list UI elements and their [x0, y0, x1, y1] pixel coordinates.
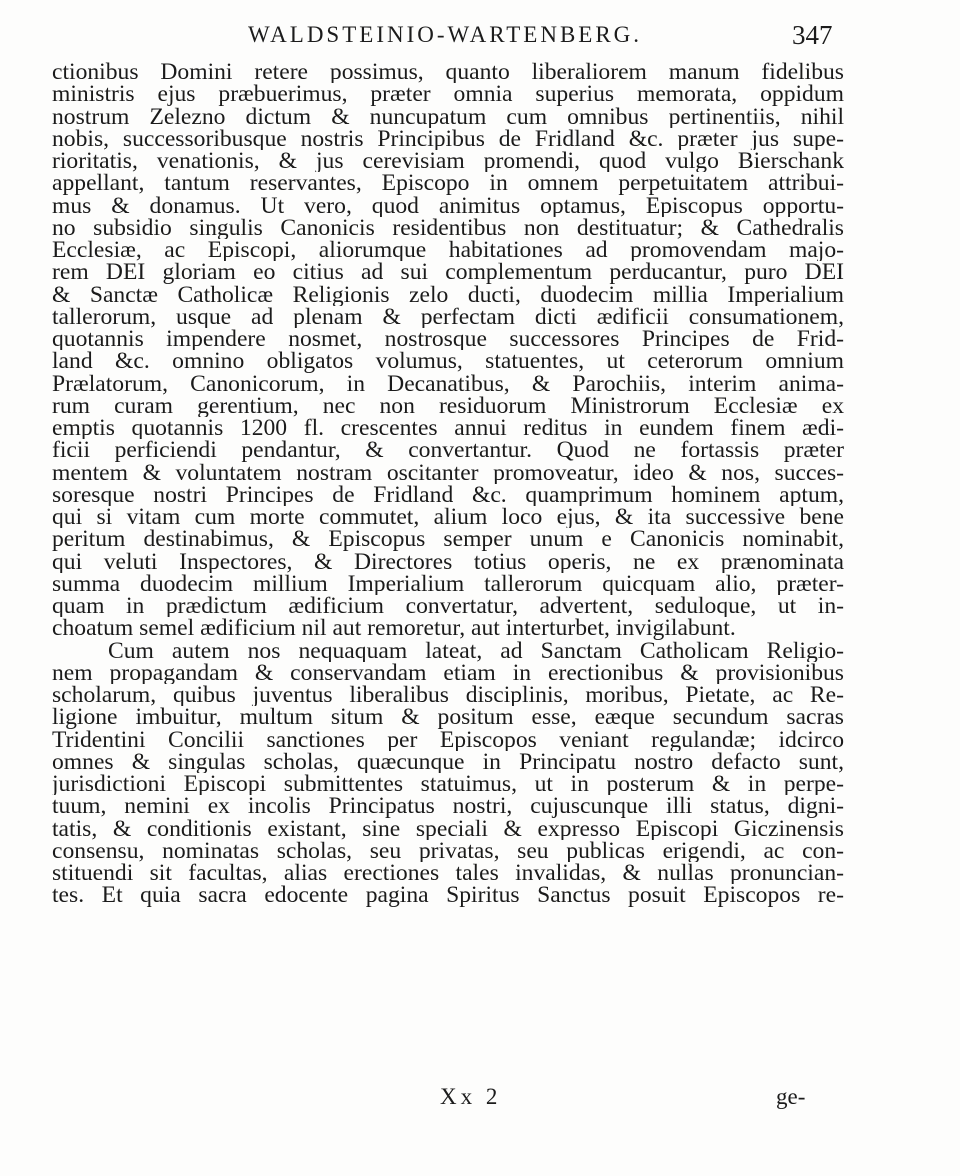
- body-text: [52, 61, 844, 907]
- page-footer: [0, 1084, 960, 1124]
- text-line: land &c. omnino obligatos volumus, statuentes, ut ceterorum omnium: [52, 350, 844, 373]
- text-line: ficii perficiendi pendantur, & convertantur. Quod ne fortassis præter: [52, 439, 844, 462]
- text-line: omnes & singulas scholas, quæcunque in Principatu nostro defacto sunt,: [52, 750, 844, 773]
- text-line: tes. Et quia sacra edocente pagina Spiritus Sanctus posuit Episcopos re-: [52, 884, 844, 907]
- text-line: Prælatorum, Canonicorum, in Decanatibus, & Parochiis, interim anima-: [52, 372, 844, 395]
- signature-mark: Xx 2: [440, 1084, 502, 1109]
- text-line: peritum destinabimus, & Episcopus semper unum e Canonicis nominabit,: [52, 528, 844, 551]
- text-line: quotannis impendere nosmet, nostrosque successores Principes de Frid-: [52, 328, 844, 351]
- text-line: choatum semel ædificium nil aut remoretur, aut interturbet, invigilabunt.: [52, 617, 736, 640]
- text-line: nem propagandam & conservandam etiam in erectionibus & provisionibus: [52, 661, 844, 684]
- text-line: Cum autem nos nequaquam lateat, ad Sanctam Catholicam Religio-: [108, 639, 844, 662]
- text-line: tallerorum, usque ad plenam & perfectam dicti ædificii consumationem,: [52, 305, 844, 328]
- text-line: summa duodecim millium Imperialium tallerorum quicquam alio, præter-: [52, 572, 844, 595]
- text-line: ministris ejus præbuerimus, præter omnia superius memorata, oppidum: [52, 83, 844, 106]
- text-line: qui veluti Inspectores, & Directores totius operis, ne ex prænominata: [52, 550, 844, 573]
- text-line: ligione imbuitur, multum situm & positum esse, eæque secundum sacras: [52, 706, 844, 729]
- text-line: rioritatis, venationis, & jus cerevisiam promendi, quod vulgo Bierschank: [52, 150, 844, 173]
- text-line: scholarum, quibus juventus liberalibus disciplinis, moribus, Pietate, ac Re-: [52, 684, 844, 707]
- text-line: mus & donamus. Ut vero, quod animitus optamus, Episcopus opportu-: [52, 194, 844, 217]
- text-line: no subsidio singulis Canonicis residentibus non destituatur; & Cathedralis: [52, 216, 844, 239]
- text-line: qui si vitam cum morte commutet, alium loco ejus, & ita successive bene: [52, 506, 844, 529]
- text-line: rem DEI gloriam eo citius ad sui complementum perducantur, puro DEI: [52, 261, 844, 284]
- text-line: emptis quotannis 1200 fl. crescentes annui reditus in eundem finem ædi-: [52, 417, 844, 440]
- page-number: 347: [792, 20, 833, 50]
- text-line: Tridentini Concilii sanctiones per Episcopos veniant regulandæ; idcirco: [52, 728, 844, 751]
- text-line: ctionibus Domini retere possimus, quanto liberaliorem manum fidelibus: [52, 61, 844, 84]
- text-line: rum curam gerentium, nec non residuorum Ministrorum Ecclesiæ ex: [52, 394, 844, 417]
- text-line: nostrum Zelezno dictum & nuncupatum cum omnibus pertinentiis, nihil: [52, 105, 844, 128]
- text-line: jurisdictioni Episcopi submittentes statuimus, ut in posterum & in perpe-: [52, 773, 844, 796]
- text-line: quam in prædictum ædificium convertatur, advertent, seduloque, ut in-: [52, 595, 844, 618]
- text-line: stituendi sit facultas, alias erectiones tales invalidas, & nullas pronuncian-: [52, 862, 844, 885]
- running-title: WALDSTEINIO-WARTENBERG.: [248, 22, 643, 47]
- text-line: soresque nostri Principes de Fridland &c. quamprimum hominem aptum,: [52, 483, 844, 506]
- text-line: mentem & voluntatem nostram oscitanter promoveatur, ideo & nos, succes-: [52, 461, 844, 484]
- text-line: tuum, nemini ex incolis Principatus nostri, cujuscunque illi status, digni-: [52, 795, 844, 818]
- text-line: tatis, & conditionis existant, sine speciali & expresso Episcopi Giczinensis: [52, 817, 844, 840]
- catchword: ge-: [776, 1084, 806, 1109]
- text-line: & Sanctæ Catholicæ Religionis zelo ducti, duodecim millia Imperialium: [52, 283, 844, 306]
- text-line: appellant, tantum reservantes, Episcopo in omnem perpetuitatem attribui-: [52, 172, 844, 195]
- text-line: nobis, successoribusque nostris Principibus de Fridland &c. præter jus supe-: [52, 127, 844, 150]
- text-line: Ecclesiæ, ac Episcopi, aliorumque habitationes ad promovendam majo-: [52, 239, 844, 262]
- text-line: consensu, nominatas scholas, seu privatas, seu publicas erigendi, ac con-: [52, 839, 844, 862]
- page-header: [0, 18, 960, 58]
